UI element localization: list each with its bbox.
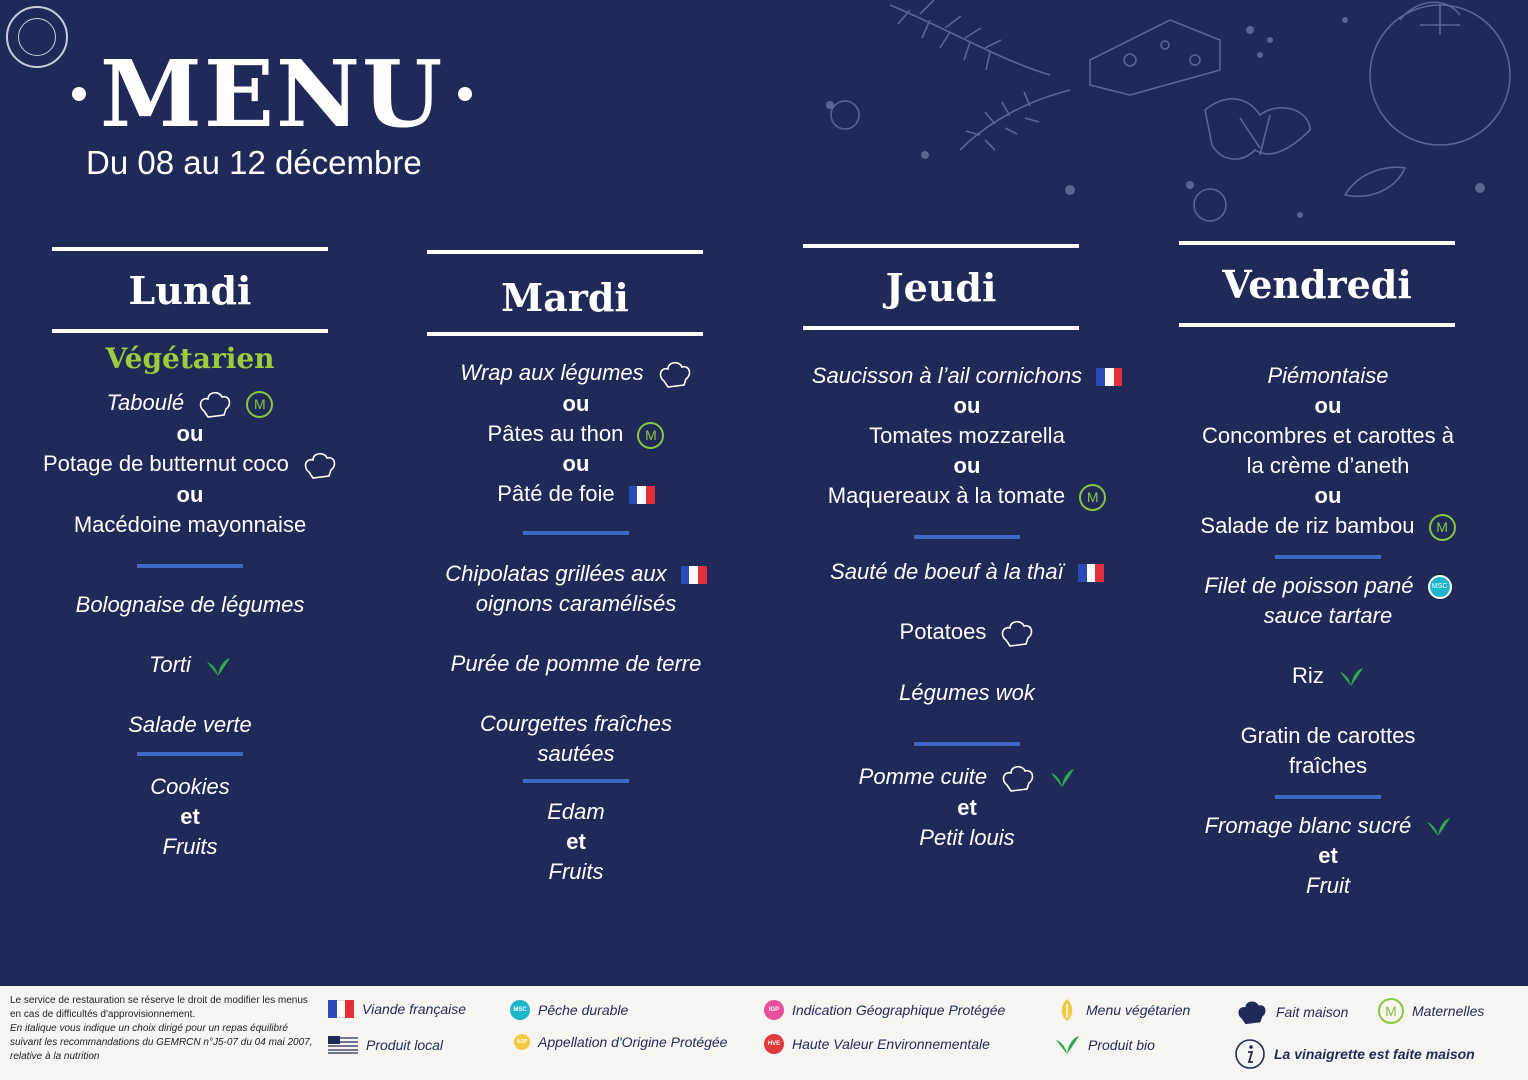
starter-item: Tomates mozzarella: [869, 423, 1065, 448]
side-item: Potatoes: [777, 617, 1157, 648]
starter-item: Pâtes au thon M: [386, 419, 766, 449]
legend-maternelles: M Maternelles: [1378, 998, 1484, 1024]
dessert-item: Petit louis: [919, 825, 1015, 851]
organic-leaf-icon: [1049, 767, 1075, 789]
side-item: Courgettes fraîches: [480, 711, 672, 737]
side-item: Gratin de carottes: [1240, 723, 1416, 748]
column-lundi: [0, 344, 380, 862]
starter-item: Taboulé M: [0, 388, 380, 419]
or-label: ou: [953, 453, 981, 478]
info-icon: [1234, 1038, 1266, 1070]
or-label: ou: [562, 391, 590, 417]
starter-item: Maquereaux à la tomate M: [777, 481, 1157, 511]
maternelles-icon: M: [637, 422, 664, 449]
section-separator: [1275, 555, 1381, 559]
main-item: Chipolatas grillées aux: [386, 559, 766, 589]
legend-igp: IGP Indication Géographique Protégée: [764, 1000, 1005, 1020]
starter-item: la crème d’aneth: [1246, 453, 1410, 478]
chef-hat-icon: [658, 359, 692, 389]
vegetarian-menu-icon: [1056, 998, 1078, 1022]
legend-produit-local: Produit local: [328, 1036, 443, 1054]
chef-hat-icon: [198, 389, 232, 419]
side-item: sautées: [537, 741, 615, 767]
side-item: Légumes wok: [899, 680, 1035, 706]
section-separator: [1275, 795, 1381, 799]
legend-aop: AOP Appellation d'Origine Protégée: [514, 1034, 727, 1050]
dessert-item: Fruits: [548, 859, 604, 885]
maternelles-icon: M: [1378, 998, 1404, 1024]
title-dot-right: [458, 87, 472, 101]
organic-leaf-icon: [1054, 1034, 1080, 1056]
disclaimer-text: Le service de restauration se réserve le droit de modifier les menus en cas de difficultés d'approvisionnement. En italique vous indique un choix dirigé pour un repas équilibré suivant les recommandations du GEMRCN n°J5-07 du 04 mai 2007, relative à la nutrition: [10, 995, 313, 1062]
main-item: Filet de poisson pané MSC: [1138, 571, 1518, 601]
day-header-vendredi: Vendredi: [1179, 241, 1455, 327]
dessert-item: Edam: [547, 799, 605, 825]
main-item: oignons caramélisés: [475, 591, 677, 617]
organic-leaf-icon: [1425, 816, 1451, 838]
legend-hve: HVE Haute Valeur Environnementale: [764, 1034, 990, 1054]
french-flag-icon: [1096, 368, 1122, 386]
starter-item: Piémontaise: [1267, 363, 1389, 388]
msc-icon: MSC: [510, 1000, 530, 1020]
school-logo: [6, 6, 68, 68]
title-dot-left: [72, 87, 86, 101]
section-separator: [137, 564, 243, 568]
local-product-flag-icon: [328, 1036, 358, 1054]
day-header-mardi: Mardi: [427, 250, 703, 336]
starter-item: Pâté de foie: [386, 479, 766, 509]
dessert-item: Fromage blanc sucré: [1138, 811, 1518, 841]
msc-sustainable-fishing-icon: MSC: [1428, 575, 1452, 599]
organic-leaf-icon: [1338, 666, 1364, 688]
french-flag-icon: [681, 566, 707, 584]
starter-item: Potage de butternut coco: [0, 449, 380, 480]
or-label: ou: [1314, 483, 1342, 508]
and-label: et: [180, 804, 200, 830]
or-label: ou: [1314, 393, 1342, 418]
starter-item: Wrap aux légumes: [386, 358, 766, 389]
side-item: Purée de pomme de terre: [450, 651, 702, 677]
dessert-item: Fruit: [1306, 873, 1350, 898]
dessert-item: Cookies: [150, 774, 230, 800]
and-label: et: [1318, 843, 1338, 868]
chef-hat-icon: [303, 450, 337, 480]
hve-icon: HVE: [764, 1034, 784, 1054]
date-range: Du 08 au 12 décembre: [86, 144, 422, 181]
section-separator: [137, 752, 243, 756]
legend-fait-maison: Fait maison: [1236, 998, 1348, 1026]
french-flag-icon: [1078, 564, 1104, 582]
legend-vinaigrette: La vinaigrette est faite maison: [1234, 1038, 1475, 1070]
section-separator: [523, 531, 629, 535]
maternelles-icon: M: [1079, 484, 1106, 511]
day-header-jeudi: Jeudi: [803, 244, 1079, 330]
igp-icon: IGP: [764, 1000, 784, 1020]
chef-hat-icon: [1000, 618, 1034, 648]
section-separator: [914, 535, 1020, 539]
column-jeudi: [777, 361, 1157, 853]
french-flag-icon: [328, 1000, 354, 1018]
starter-item: Salade de riz bambou M: [1138, 511, 1518, 541]
maternelles-icon: M: [246, 391, 273, 418]
starter-item: Saucisson à l’ail cornichons: [777, 361, 1157, 391]
column-vendredi: [1138, 361, 1518, 901]
side-item: Riz: [1138, 661, 1518, 691]
or-label: ou: [953, 393, 981, 418]
starter-item: Macédoine mayonnaise: [73, 512, 307, 538]
organic-leaf-icon: [205, 656, 231, 678]
section-separator: [523, 779, 629, 783]
chef-hat-icon: [1001, 763, 1035, 793]
side-item: Salade verte: [128, 712, 252, 738]
legend-menu-vegetarien: Menu végétarien: [1056, 998, 1190, 1022]
or-label: ou: [176, 421, 204, 447]
or-label: ou: [176, 482, 204, 508]
menu-title-block: [72, 40, 472, 148]
page-title: MENU: [100, 40, 445, 148]
aop-icon: AOP: [514, 1034, 530, 1050]
column-mardi: [386, 358, 766, 887]
legend-peche-durable: MSC Pêche durable: [510, 1000, 628, 1020]
legend-viande-francaise: Viande française: [328, 1000, 466, 1018]
dessert-item: Pomme cuite: [777, 762, 1157, 793]
food-illustration: [800, 0, 1528, 230]
dessert-item: Fruits: [162, 834, 218, 860]
legend-produit-bio: Produit bio: [1054, 1034, 1155, 1056]
side-item: fraîches: [1288, 753, 1368, 778]
main-item: sauce tartare: [1263, 603, 1393, 628]
or-label: ou: [562, 451, 590, 477]
french-flag-icon: [629, 486, 655, 504]
side-item: Torti: [0, 650, 380, 680]
maternelles-icon: M: [1429, 514, 1456, 541]
main-item: Bolognaise de légumes: [75, 592, 305, 618]
starter-item: Concombres et carottes à: [1202, 423, 1454, 448]
and-label: et: [957, 795, 977, 821]
day-header-lundi: Lundi: [52, 247, 328, 333]
vegetarian-tag: Végétarien: [105, 342, 275, 375]
and-label: et: [566, 829, 586, 855]
chef-hat-icon: [1236, 998, 1268, 1026]
legend-footer: [0, 986, 1528, 1080]
main-item: Sauté de boeuf à la thaï: [777, 557, 1157, 587]
section-separator: [914, 742, 1020, 746]
